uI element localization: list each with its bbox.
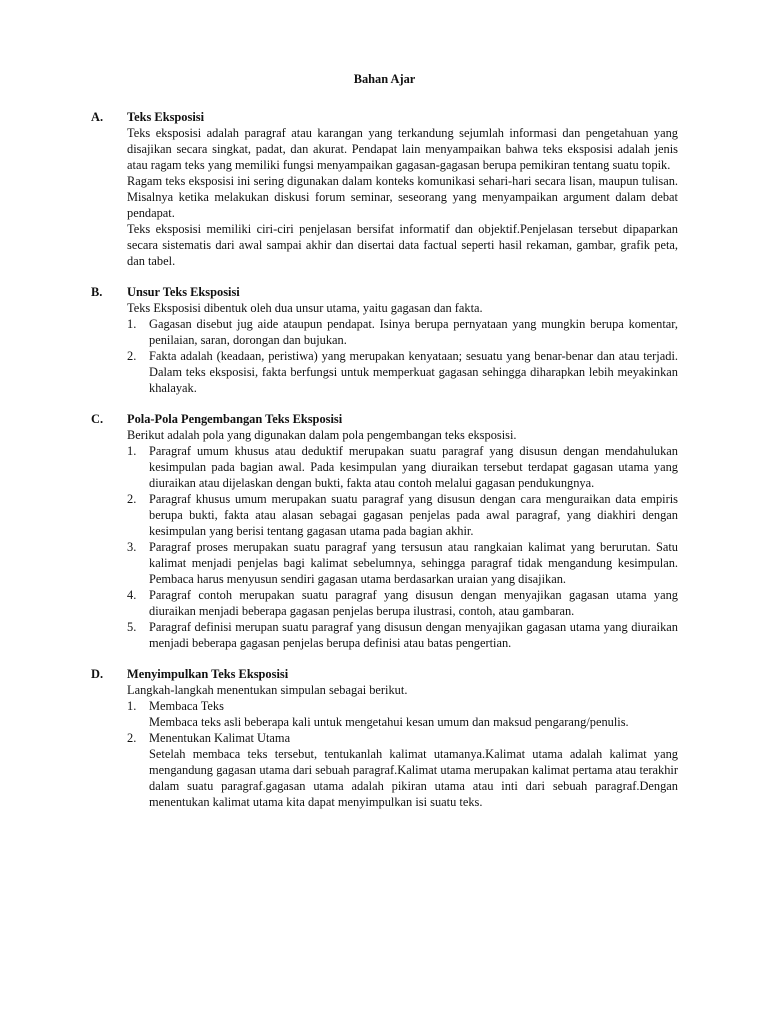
list-item — [127, 443, 678, 491]
item-number: 1. — [127, 699, 137, 713]
item-title: Membaca Teks — [149, 699, 224, 713]
section-body — [127, 427, 678, 651]
item-number: 1. — [127, 444, 137, 458]
item-content — [149, 698, 678, 730]
item-text: Fakta adalah (keadaan, peristiwa) yang merupakan kenyataan; sesuatu yang benar-benar dan atau terjadi. Dalam teks eksposisi, fakta berfungsi untuk memperkuat gagasan sehingga diharapkan lebih meyakinkan khalayak. — [149, 349, 678, 395]
section-letter: A. — [91, 110, 104, 124]
item-text: Paragraf proses merupakan suatu paragraf yang tersusun atau rangkaian kalimat yang berurutan. Satu kalimat menjadi penjelas bagi kalimat sebelumnya, sehingga paragraf tidak mengandung kesimpulan. Pembaca harus menyusun sendiri gagasan utama berdasarkan uraian yang disajikan. — [149, 540, 678, 586]
list-item — [127, 730, 678, 810]
section-letter: B. — [91, 285, 103, 299]
section-title: Pola-Pola Pengembangan Teks Eksposisi — [127, 412, 343, 426]
section-letter: C. — [91, 412, 104, 426]
list-item — [127, 698, 678, 730]
list-item — [127, 491, 678, 539]
item-text: Paragraf khusus umum merupakan suatu paragraf yang disusun dengan cara menguraikan data empiris berupa bukti, fakta atau alasan sebagai gagasan penjelas pada awal paragraf, yang diakhiri dengan kesimpulan yang berisi tentang gagasan utama pada bagian akhir. — [149, 492, 678, 538]
item-text: Paragraf contoh merupakan suatu paragraf yang disusun dengan menyajikan gagasan utama yang diuraikan menjadi beberapa gagasan penjelas berupa ilustrasi, contoh, atau gambaran. — [149, 588, 678, 618]
item-number: 1. — [127, 317, 137, 331]
section-body — [127, 300, 678, 396]
item-text: Paragraf definisi merupan suatu paragraf yang disusun dengan menyajikan gagasan utama yang diuraikan menjadi beberapa gagasan penjelas berupa definisi atau batas pengertian. — [149, 620, 678, 650]
section-body — [127, 682, 678, 810]
item-text: Membaca teks asli beberapa kali untuk mengetahui kesan umum dan maksud pengarang/penulis. — [149, 715, 629, 729]
document-title: Bahan Ajar — [353, 72, 416, 86]
paragraph: Ragam teks eksposisi ini sering digunakan dalam konteks komunikasi sehari-hari secara lisan, maupun tulisan. Misalnya ketika melakukan diskusi forum seminar, seseorang yang menyampaikan argument dalam debat pendapat. — [127, 174, 678, 220]
section-heading — [91, 109, 678, 125]
section-title: Teks Eksposisi — [127, 110, 205, 124]
section-heading — [91, 411, 678, 427]
item-number: 2. — [127, 349, 137, 363]
item-number: 5. — [127, 620, 137, 634]
item-title: Menentukan Kalimat Utama — [149, 731, 291, 745]
item-number: 2. — [127, 492, 137, 506]
section-b — [91, 284, 678, 396]
section-d — [91, 666, 678, 810]
paragraph: Teks eksposisi adalah paragraf atau karangan yang terkandung sejumlah informasi dan pengetahuan yang disajikan secara singkat, padat, dan akurat. Pendapat lain menyampaikan bahwa teks eksposisi adalah jenis atau ragam teks yang memiliki fungsi menyampaikan gagasan-gagasan berupa pemikiran tentang suatu topik. — [127, 126, 678, 172]
numbered-list — [127, 443, 678, 651]
section-intro: Teks Eksposisi dibentuk oleh dua unsur utama, yaitu gagasan dan fakta. — [127, 301, 483, 315]
section-a — [91, 109, 678, 269]
item-text: Paragraf umum khusus atau deduktif merupakan suatu paragraf yang disusun dengan mendahulukan kesimpulan pada bagian awal. Pada kesimpulan yang diuraikan tersebut terdapat gagasan utama yang diuraikan atau dijelaskan dengan bukti, fakta atau contoh melalui gagasan pendukungnya. — [149, 444, 678, 490]
section-heading — [91, 284, 678, 300]
item-text: Gagasan disebut jug aide ataupun pendapat. Isinya berupa pernyataan yang mungkin berupa komentar, penilaian, saran, dorongan dan bujukan. — [149, 317, 678, 347]
item-content — [149, 730, 678, 810]
list-item — [127, 587, 678, 619]
section-title: Menyimpulkan Teks Eksposisi — [127, 667, 289, 681]
section-title: Unsur Teks Eksposisi — [127, 285, 240, 299]
paragraph: Teks eksposisi memiliki ciri-ciri penjelasan bersifat informatif dan objektif.Penjelasan tersebut dipaparkan secara sistematis dari awal sampai akhir dan disertai data factual seperti hasil rekaman, gambar, grafik peta, dan tabel. — [127, 222, 678, 268]
section-c — [91, 411, 678, 651]
list-item — [127, 316, 678, 348]
item-number: 4. — [127, 588, 137, 602]
section-intro: Berikut adalah pola yang digunakan dalam pola pengembangan teks eksposisi. — [127, 428, 517, 442]
item-number: 2. — [127, 731, 137, 745]
item-text: Setelah membaca teks tersebut, tentukanlah kalimat utamanya.Kalimat utama adalah kalimat yang mengandung gagasan utama dari sebuah paragraf.Kalimat utama merupakan kalimat pertama atau terakhir dalam suatu paragraf.gagasan utama adalah pikiran utama atau inti dari sebuah paragraf.Dengan menentukan kalimat utama kita dapat menyimpulkan isi suatu teks. — [149, 747, 678, 809]
list-item — [127, 348, 678, 396]
section-body — [127, 125, 678, 269]
list-item — [127, 539, 678, 587]
section-letter: D. — [91, 667, 104, 681]
item-number: 3. — [127, 540, 137, 554]
section-intro: Langkah-langkah menentukan simpulan sebagai berikut. — [127, 683, 408, 697]
list-item — [127, 619, 678, 651]
numbered-list — [127, 316, 678, 396]
numbered-list — [127, 698, 678, 810]
section-heading — [91, 666, 678, 682]
